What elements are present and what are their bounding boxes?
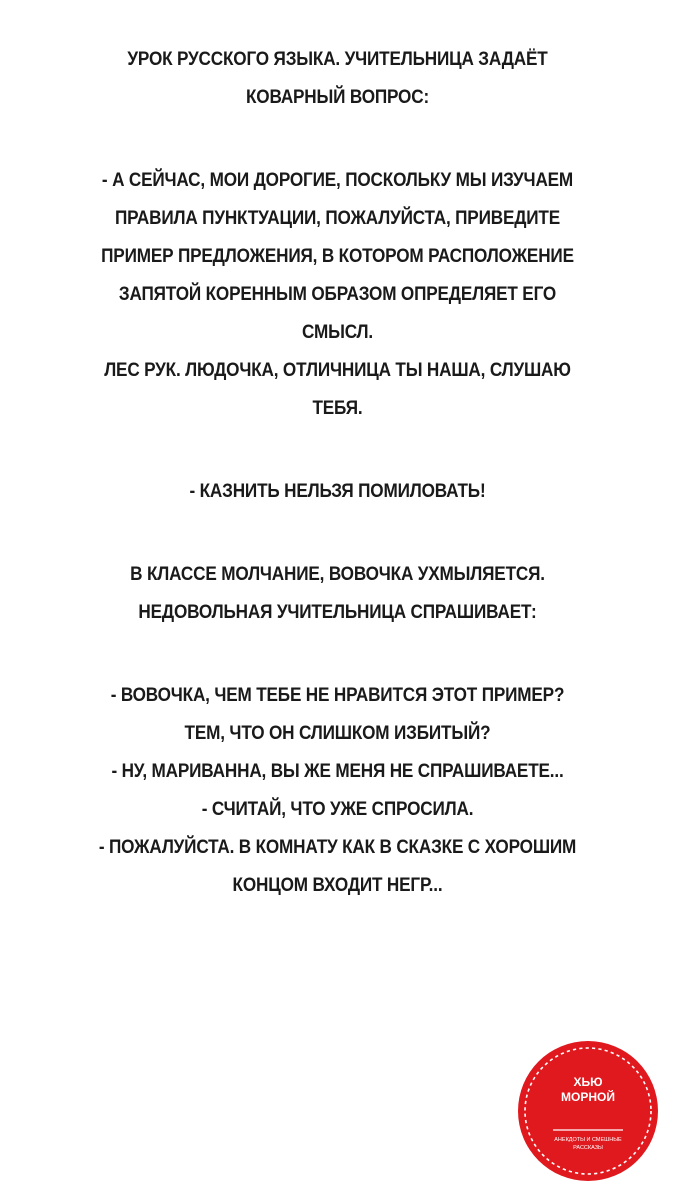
story-line: ПРАВИЛА ПУНКТУАЦИИ, ПОЖАЛУЙСТА, ПРИВЕДИТЕ: [114, 207, 561, 229]
story-line: - ВОВОЧКА, ЧЕМ ТЕБЕ НЕ НРАВИТСЯ ЭТОТ ПРИМЕР?: [110, 684, 565, 706]
story-line: ЛЕС РУК. ЛЮДОЧКА, ОТЛИЧНИЦА ТЫ НАША, СЛУШАЮ: [104, 359, 571, 381]
logo-line1: ХЬЮ: [573, 1075, 603, 1089]
story-line: ТЕМ, ЧТО ОН СЛИШКОМ ИЗБИТЫЙ?: [184, 722, 491, 744]
logo-tagline1: АНЕКДОТЫ И СМЕШНЫЕ: [554, 1137, 622, 1143]
logo-tagline2: РАССКАЗЫ: [573, 1145, 603, 1151]
story-line: - ПОЖАЛУЙСТА. В КОМНАТУ КАК В СКАЗКЕ С ХОРОШИМ: [98, 836, 577, 858]
story-line: ТЕБЯ.: [312, 397, 363, 419]
story-line: В КЛАССЕ МОЛЧАНИЕ, ВОВОЧКА УХМЫЛЯЕТСЯ.: [130, 563, 545, 585]
paragraph-gap: [0, 637, 675, 682]
paragraph-gap: [0, 516, 675, 561]
brand-logo-stamp: [517, 1040, 659, 1182]
paragraph-gap: [0, 433, 675, 478]
story-line: НЕДОВОЛЬНАЯ УЧИТЕЛЬНИЦА СПРАШИВАЕТ:: [138, 601, 537, 623]
logo-stamp-icon: [517, 1040, 659, 1182]
paragraph-gap: [0, 122, 675, 167]
story-line: - НУ, МАРИВАННА, ВЫ ЖЕ МЕНЯ НЕ СПРАШИВАЕТЕ...: [111, 760, 564, 782]
story-line: КОНЦОМ ВХОДИТ НЕГР...: [232, 874, 443, 896]
logo-circle: [518, 1041, 658, 1181]
story-line: СМЫСЛ.: [302, 321, 373, 343]
story-line: - СЧИТАЙ, ЧТО УЖЕ СПРОСИЛА.: [201, 798, 474, 820]
logo-line2: МОРНОЙ: [561, 1090, 615, 1104]
story-text: [0, 46, 675, 910]
story-line: - А СЕЙЧАС, МОИ ДОРОГИЕ, ПОСКОЛЬКУ МЫ ИЗУЧАЕМ: [101, 169, 574, 191]
story-line: КОВАРНЫЙ ВОПРОС:: [245, 86, 429, 108]
story-line: УРОК РУССКОГО ЯЗЫКА. УЧИТЕЛЬНИЦА ЗАДАЁТ: [127, 48, 548, 70]
story-line: ПРИМЕР ПРЕДЛОЖЕНИЯ, В КОТОРОМ РАСПОЛОЖЕНИЕ: [101, 245, 574, 267]
story-line: ЗАПЯТОЙ КОРЕННЫМ ОБРАЗОМ ОПРЕДЕЛЯЕТ ЕГО: [118, 283, 557, 305]
story-line: - КАЗНИТЬ НЕЛЬЗЯ ПОМИЛОВАТЬ!: [189, 480, 486, 502]
